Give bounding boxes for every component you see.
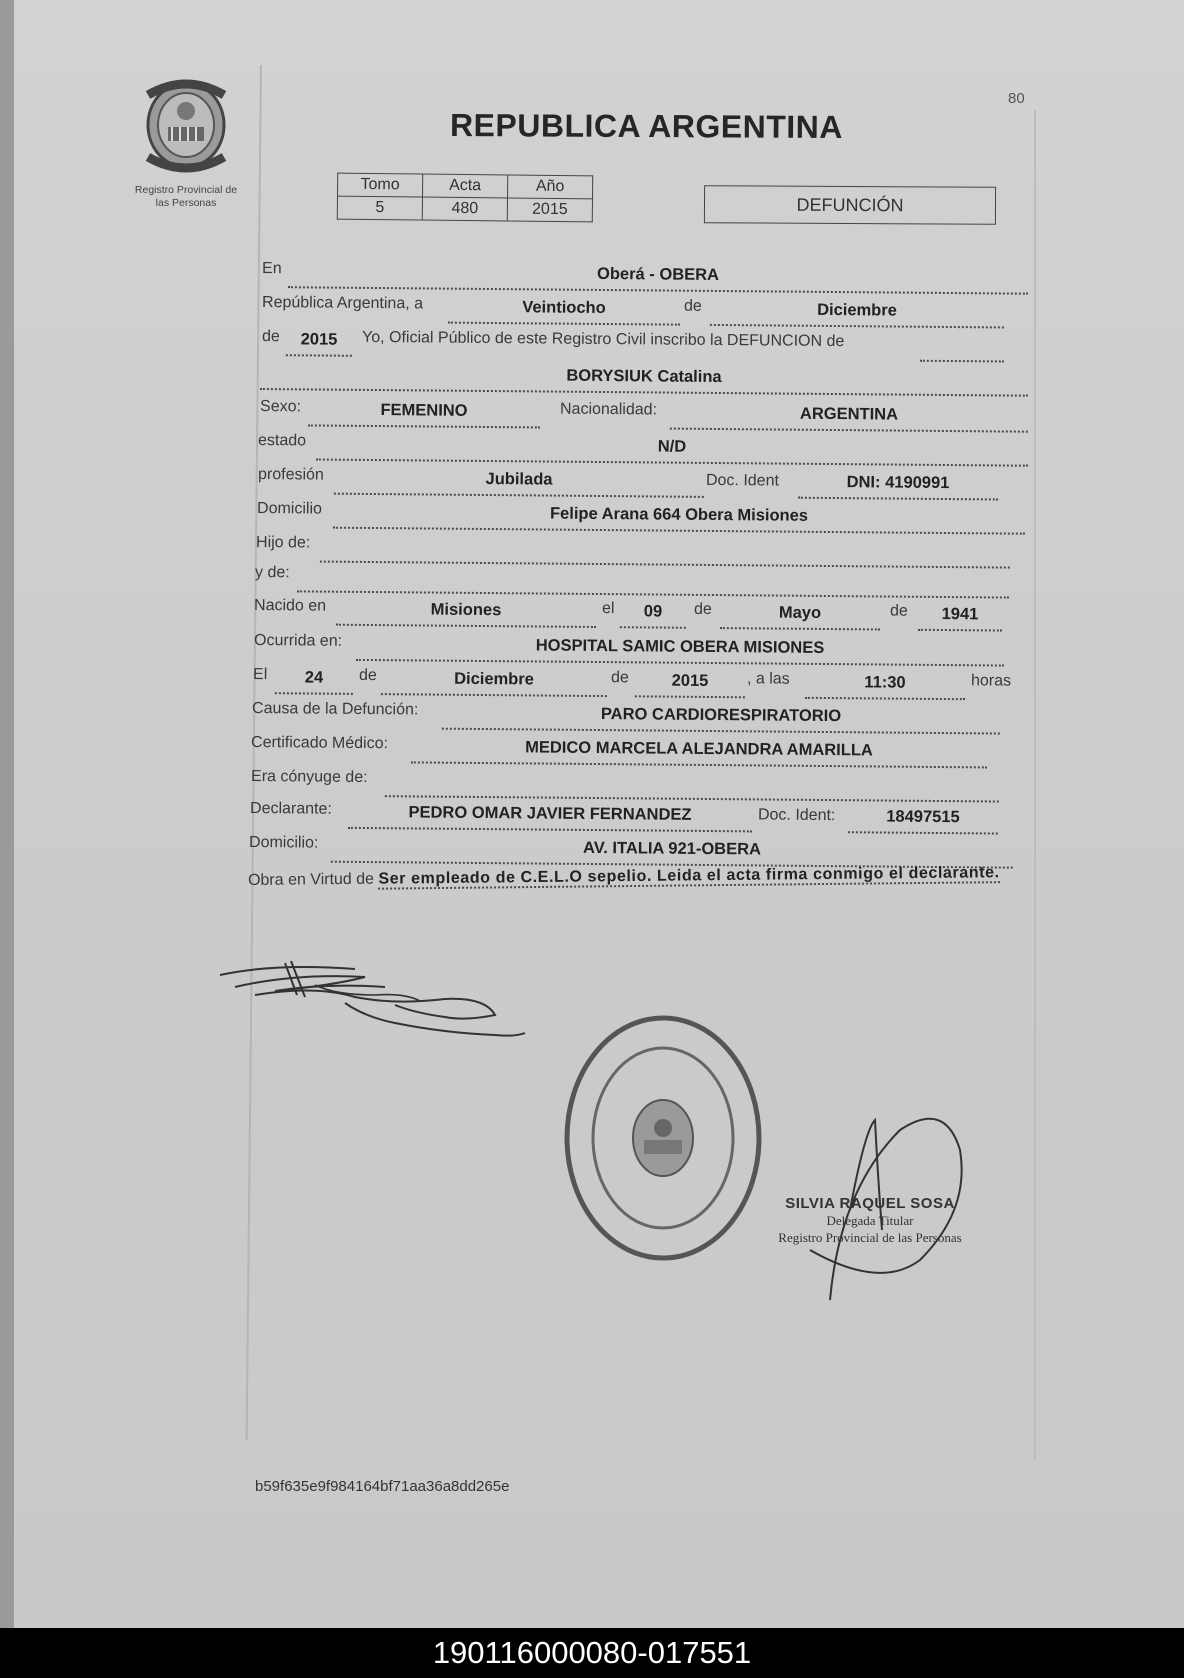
doc-id-field (798, 471, 998, 501)
cause-value: PARO CARDIORESPIRATORIO (600, 705, 842, 726)
month-value: Diciembre (817, 300, 897, 320)
day-field (448, 296, 680, 326)
document-title: REPUBLICA ARGENTINA (449, 106, 844, 146)
row-year (262, 328, 1032, 365)
birth-de-label: de (693, 600, 712, 618)
certificate-field (411, 735, 987, 768)
official-block (760, 1195, 980, 1246)
barcode-number-bar: 190116000080-017551 (0, 1628, 1184, 1678)
death-month-value: Diciembre (454, 669, 534, 689)
row-date (262, 294, 1032, 331)
page-edge-shadow (0, 0, 14, 1628)
declarant-doc-label: Doc. Ident: (757, 806, 836, 825)
anio-value: 2015 (507, 198, 592, 222)
spouse-label: Era cónyuge de: (250, 768, 368, 787)
birth-el-label: el (601, 600, 615, 618)
civil-status-field (316, 433, 1028, 467)
certificate-label: Certificado Médico: (250, 734, 389, 753)
by-virtue-value: Ser empleado de C.E.L.O sepelio. Leida el acta firma conmigo el declarante. (378, 864, 1000, 888)
row-birth (254, 597, 1014, 634)
row-spouse (251, 768, 1013, 805)
declaration-blank (920, 334, 1004, 363)
nationality-field (670, 402, 1028, 433)
de-label-1: de (683, 297, 702, 315)
declarant-signature (215, 955, 545, 1055)
year-value: 2015 (300, 330, 338, 349)
address-label: Domicilio (256, 500, 323, 518)
declarant-doc-field (848, 805, 998, 834)
death-day-value: 24 (304, 668, 324, 687)
official-role: Delegada Titular (826, 1213, 914, 1228)
spouse-value (385, 771, 999, 776)
place-value: Oberá - OBERA (596, 264, 720, 284)
official-name: SILVIA RAQUEL SOSA (785, 1195, 955, 1212)
row-sex-nationality (260, 398, 1030, 435)
birth-day-field (620, 600, 686, 629)
tomo-header: Tomo (338, 173, 423, 197)
official-office: Registro Provincial de las Personas (778, 1230, 962, 1245)
row-cause (252, 700, 1014, 737)
sex-value: FEMENINO (380, 401, 468, 420)
certificate-value: MEDICO MARCELA ALEJANDRA AMARILLA (525, 738, 873, 760)
place-field (288, 260, 1028, 294)
hours-label: horas (970, 672, 1012, 690)
row-certificate (251, 734, 1013, 771)
declarant-value: PEDRO OMAR JAVIER FERNANDEZ (408, 803, 692, 824)
birth-day-value: 09 (643, 602, 663, 621)
death-de-label: de (358, 666, 377, 685)
cause-label: Causa de la Defunción: (251, 700, 419, 719)
civil-status-label: estado (257, 432, 307, 450)
republica-label: República Argentina, a (261, 294, 424, 313)
birth-place-field (336, 598, 596, 628)
document-hash: b59f635e9f984164bf71aa36a8dd265e (255, 1478, 510, 1495)
row-profession (258, 466, 1030, 503)
sex-label: Sexo: (259, 398, 302, 416)
birth-month-value: Mayo (778, 603, 822, 622)
profession-label: profesión (257, 466, 324, 484)
row-place (262, 260, 1032, 297)
parent-1-value (320, 537, 1010, 543)
declarant-address-label: Domicilio: (248, 834, 319, 852)
row-civil-status (258, 432, 1030, 469)
registry-label (118, 184, 254, 210)
doc-id-label: Doc. Ident (705, 471, 780, 490)
spouse-field (385, 769, 999, 802)
by-virtue-label: Obra en Virtud de (247, 870, 375, 890)
address-field (333, 501, 1025, 535)
page-number: 80 (1008, 90, 1025, 107)
doc-id-value: DNI: 4190991 (846, 473, 950, 493)
and-of-label: y de: (254, 564, 290, 582)
declarant-label: Declarante: (249, 800, 332, 818)
deceased-name-value: BORYSIUK Catalina (566, 366, 722, 387)
en-label: En (261, 260, 282, 278)
deceased-name-field (260, 362, 1028, 397)
right-margin-line (1034, 110, 1036, 1460)
occurred-label: Ocurrida en: (253, 632, 343, 650)
parent-1-field (320, 535, 1010, 569)
row-occurred (254, 632, 1014, 669)
death-year-field (635, 669, 745, 698)
tomo-value: 5 (337, 196, 422, 220)
row-name (260, 362, 1030, 399)
acta-value: 480 (422, 197, 507, 221)
death-year-value: 2015 (671, 671, 709, 690)
record-reference-table (337, 173, 593, 223)
birth-place-value: Misiones (430, 600, 502, 620)
profession-value: Jubilada (485, 469, 553, 489)
death-de2-label: de (610, 669, 629, 687)
occurred-field (356, 633, 1004, 667)
row-death-date (253, 666, 1015, 703)
row-declarant (250, 800, 1014, 837)
year-field (286, 328, 352, 357)
profession-field (334, 467, 704, 498)
registry-label-line1: Registro Provincial de (134, 184, 238, 196)
declarant-address-value: AV. ITALIA 921-OBERA (583, 838, 762, 859)
parent-2-field (297, 564, 1009, 598)
death-hour-value: 11:30 (864, 673, 906, 692)
row-address (257, 500, 1029, 537)
declarant-doc-value: 18497515 (886, 807, 960, 827)
death-month-field (381, 667, 607, 697)
death-hour-field (805, 671, 965, 700)
by-virtue-of-paragraph (248, 862, 1018, 892)
civil-status-value: N/D (657, 437, 687, 456)
declaration-text: Yo, Oficial Público de este Registro Civil inscribo la DEFUNCION de (361, 328, 845, 351)
record-type-box: DEFUNCIÓN (704, 185, 996, 225)
anio-header: Año (507, 175, 592, 199)
death-day-field (275, 666, 353, 695)
nationality-value: ARGENTINA (799, 404, 899, 424)
child-of-label: Hijo de: (255, 534, 311, 552)
acta-header: Acta (423, 174, 508, 198)
de-label-2: de (261, 328, 280, 346)
birth-year-field (918, 603, 1002, 632)
official-registry-stamp (558, 1010, 768, 1265)
death-el-label: El (252, 666, 268, 684)
address-value: Felipe Arana 664 Obera Misiones (549, 504, 809, 525)
born-in-label: Nacido en (253, 597, 327, 615)
at-hour-label: , a las (746, 670, 790, 688)
misiones-coat-of-arms-logo (140, 75, 232, 173)
occurred-value: HOSPITAL SAMIC OBERA MISIONES (535, 636, 825, 657)
nationality-label: Nacionalidad: (559, 400, 658, 419)
registry-label-line2: las Personas (155, 197, 217, 209)
birth-month-field (720, 601, 880, 630)
sex-field (308, 398, 540, 428)
day-value: Veintiocho (522, 298, 606, 317)
declarant-field (348, 801, 752, 833)
birth-de2-label: de (889, 602, 908, 620)
month-field (710, 298, 1004, 329)
cause-field (442, 702, 1000, 735)
row-parent-2 (255, 564, 1015, 601)
birth-year-value: 1941 (941, 605, 979, 624)
